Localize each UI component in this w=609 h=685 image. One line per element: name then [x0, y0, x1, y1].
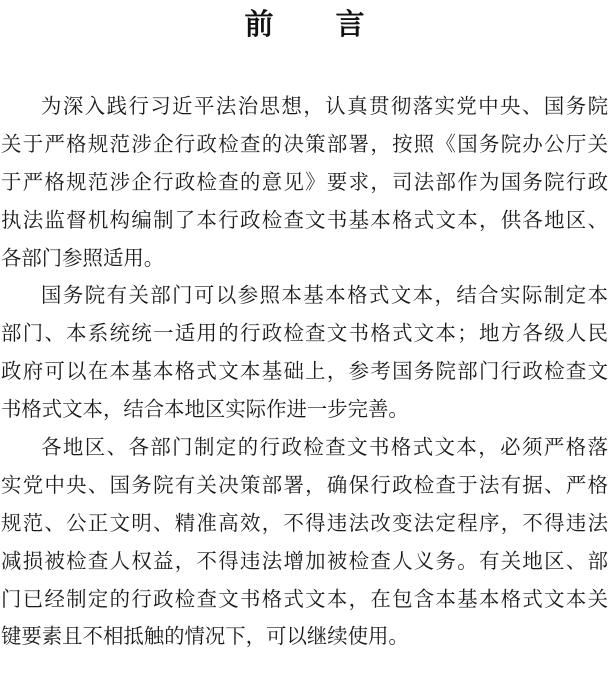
paragraph-line: 减损被检查人权益，不得违法增加被检查人义务。有关地区、部: [1, 548, 608, 573]
document-title: 前 言: [244, 7, 391, 41]
document-body: [1, 88, 608, 656]
paragraph-3: [1, 429, 608, 656]
paragraph-line: 各地区、各部门制定的行政检查文书格式文本，必须严格落: [41, 435, 608, 460]
paragraph-line: 书格式文本，结合本地区实际作进一步完善。: [1, 397, 409, 422]
paragraph-line: 于严格规范涉企行政检查的意见》要求，司法部作为国务院行政: [1, 169, 608, 194]
paragraph-line: 执法监督机构编制了本行政检查文书基本格式文本，供各地区、: [1, 207, 608, 232]
paragraph-line: 国务院有关部门可以参照本基本格式文本，结合实际制定本: [41, 283, 608, 308]
paragraph-line: 政府可以在本基本格式文本基础上，参考国务院部门行政检查文: [1, 359, 608, 384]
paragraph-line: 实党中央、国务院有关决策部署，确保行政检查于法有据、严格: [1, 472, 608, 497]
paragraph-line: 各部门参照适用。: [1, 245, 165, 270]
paragraph-line: 部门、本系统统一适用的行政检查文书格式文本；地方各级人民: [1, 321, 608, 346]
paragraph-1: [1, 88, 608, 277]
paragraph-line: 键要素且不相抵触的情况下，可以继续使用。: [1, 624, 409, 649]
paragraph-line: 为深入践行习近平法治思想，认真贯彻落实党中央、国务院: [41, 94, 608, 118]
paragraph-line: 关于严格规范涉企行政检查的决策部署，按照《国务院办公厅关: [1, 131, 608, 156]
paragraph-line: 门已经制定的行政检查文书格式文本，在包含本基本格式文本关: [1, 586, 608, 611]
paragraph-line: 规范、公正文明、精准高效，不得违法改变法定程序，不得违法: [1, 510, 608, 535]
paragraph-2: [1, 277, 608, 429]
